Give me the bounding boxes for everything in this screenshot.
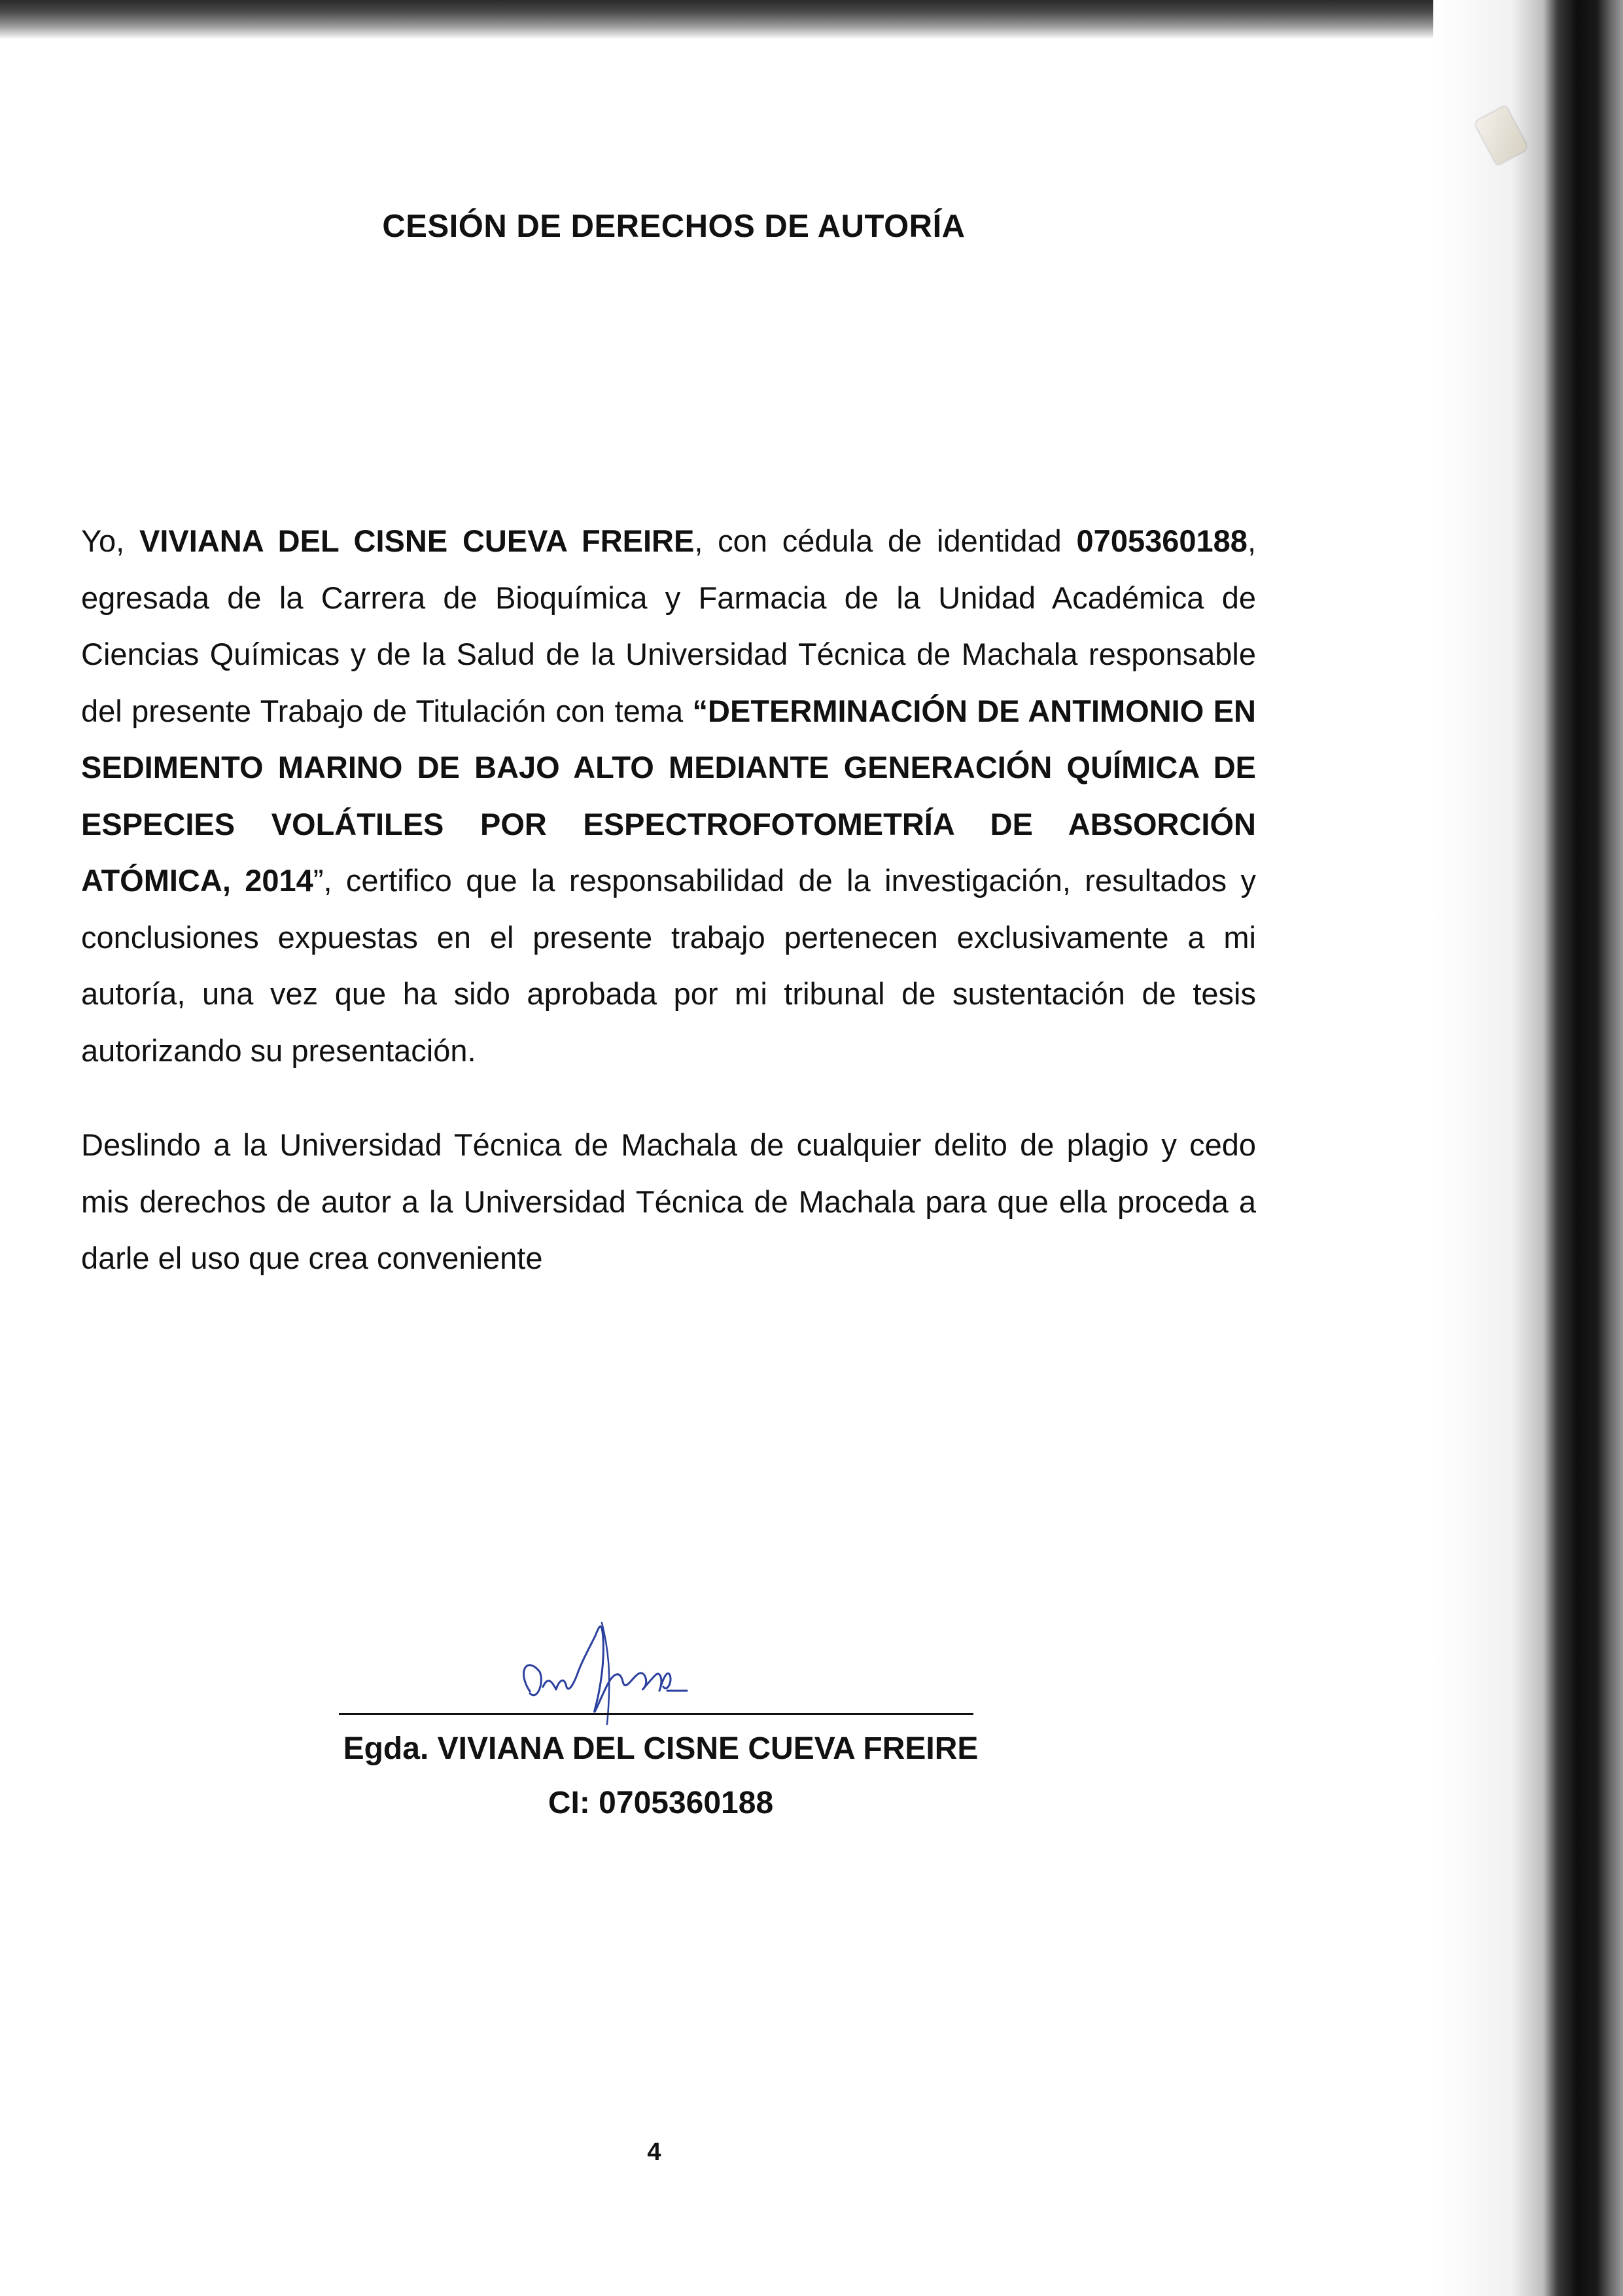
paragraph-declaration <box>81 513 1256 1079</box>
handwritten-signature <box>504 1610 700 1727</box>
declaration-text-c: ”, certifico que la responsabilidad de la investigación, resultados y conclusiones expuestas en el presente trabajo pertenecen exclusivamente a mi autoría, una vez que ha sido aprobada por mi tribunal de sustentación de tesis autorizando su presentación. <box>81 863 1256 1068</box>
thesis-title: “DETERMINACIÓN DE ANTIMONIO EN SEDIMENTO MARINO DE BAJO ALTO MEDIANTE GENERACIÓN QUÍMICA DE ESPECIES VOLÁTILES POR ESPECTROFOTOMETRÍA DE ABSORCIÓN ATÓMICA, 2014 <box>81 693 1256 898</box>
cedula-number: 0705360188 <box>1076 523 1248 558</box>
declaration-intro: Yo, <box>81 523 139 558</box>
signer-ci: CI: 0705360188 <box>548 1786 774 1820</box>
signer-name: Egda. VIVIANA DEL CISNE CUEVA FREIRE <box>343 1731 979 1766</box>
scan-top-shadow <box>0 0 1623 39</box>
declaration-text-b: , egresada de la Carrera de Bioquímica y Farmacia de la Unidad Académica de Ciencias Químicas y de la Salud de la Universidad Técnica de Machala responsable del presente Trabajo de Titulación con tema <box>81 523 1257 728</box>
page-number: 4 <box>647 2138 661 2166</box>
declaration-text-a: , con cédula de identidad <box>694 523 1077 558</box>
signature-line <box>339 1713 973 1715</box>
paragraph-disclaimer: Deslindo a la Universidad Técnica de Machala de cualquier delito de plagio y cedo mis derechos de autor a la Universidad Técnica de Machala para que ella proceda a darle el uso que crea conveniente <box>81 1127 1256 1275</box>
author-name: VIVIANA DEL CISNE CUEVA FREIRE <box>139 523 695 558</box>
scan-binding-edge <box>1433 0 1623 2296</box>
document-title: CESIÓN DE DERECHOS DE AUTORÍA <box>382 209 966 244</box>
signature-block <box>314 1610 1021 1832</box>
